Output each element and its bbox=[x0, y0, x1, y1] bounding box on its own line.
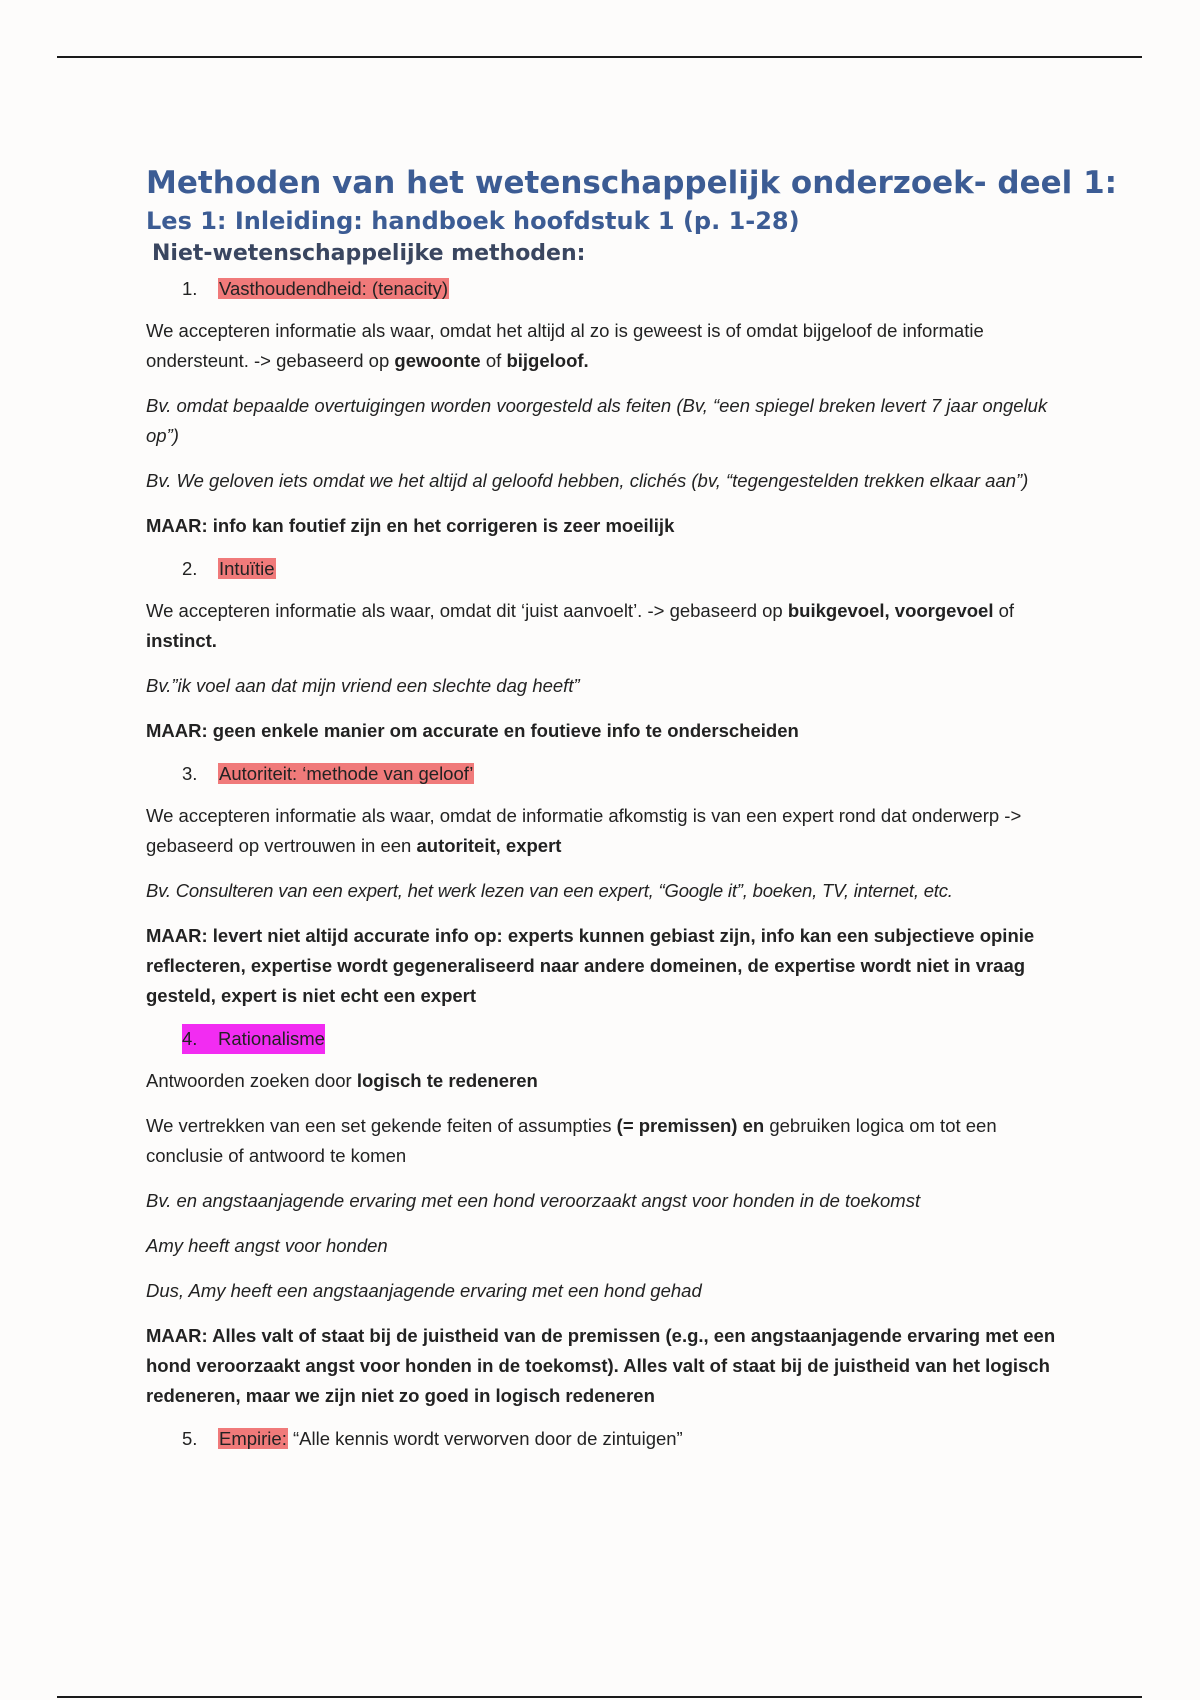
example-paragraph: Bv.”ik voel aan dat mijn vriend een slechte dag heeft” bbox=[146, 675, 580, 696]
example-paragraph: Bv. We geloven iets omdat we het altijd al geloofd hebben, clichés (bv, “tegengestelden trekken elkaar aan”) bbox=[146, 470, 1029, 491]
section-heading: Niet-wetenschappelijke methoden: bbox=[152, 241, 586, 266]
list-item-quote: “Alle kennis wordt verworven door de zintuigen” bbox=[287, 1428, 683, 1449]
list-number: 4. bbox=[182, 1028, 198, 1049]
highlighted-term: Empirie: bbox=[219, 1428, 287, 1449]
example-paragraph: Bv. Consulteren van een expert, het werk lezen van een expert, “Google it”, boeken, TV, internet, etc. bbox=[146, 880, 953, 901]
list-item-intuition bbox=[182, 554, 1066, 584]
example-paragraph: Amy heeft angst voor honden bbox=[146, 1235, 388, 1256]
document-title: Methoden van het wetenschappelijk onderzoek- deel 1: bbox=[146, 165, 1118, 201]
caveat-paragraph: MAAR: info kan foutief zijn en het corrigeren is zeer moeilijk bbox=[146, 515, 675, 536]
list-number: 2. bbox=[182, 558, 198, 579]
list-item-tenacity bbox=[182, 274, 1066, 304]
highlighted-term: Intuïtie bbox=[219, 558, 275, 579]
footer-rule bbox=[57, 1696, 1142, 1698]
highlighted-term: Vasthoudendheid: (tenacity) bbox=[219, 278, 449, 299]
paragraph: Antwoorden zoeken door logisch te redeneren bbox=[146, 1070, 538, 1091]
example-paragraph: Dus, Amy heeft een angstaanjagende ervaring met een hond gehad bbox=[146, 1280, 702, 1301]
paragraph: We vertrekken van een set gekende feiten of assumpties (= premissen) en gebruiken logica om tot een conclusie of antwoord te komen bbox=[146, 1115, 997, 1166]
lesson-heading: Les 1: Inleiding: handboek hoofdstuk 1 (p. 1-28) bbox=[146, 207, 800, 235]
list-number: 3. bbox=[182, 763, 198, 784]
example-paragraph: Bv. en angstaanjagende ervaring met een hond veroorzaakt angst voor honden in de toekomst bbox=[146, 1190, 921, 1211]
document-page bbox=[146, 162, 1118, 1462]
caveat-paragraph: MAAR: geen enkele manier om accurate en foutieve info te onderscheiden bbox=[146, 720, 799, 741]
paragraph: We accepteren informatie als waar, omdat het altijd al zo is geweest is of omdat bijgeloof de informatie ondersteunt. -> gebaseerd op gewoonte of bijgeloof. bbox=[146, 320, 984, 371]
list-item-authority bbox=[182, 759, 1066, 789]
highlighted-term: Rationalisme bbox=[218, 1028, 325, 1049]
caveat-paragraph: MAAR: levert niet altijd accurate info op: experts kunnen gebiast zijn, info kan een subjectieve opinie reflecteren, expertise wordt gegeneraliseerd naar andere domeinen, de expertise wordt niet in vraag gesteld, expert is niet echt een expert bbox=[146, 925, 1035, 1006]
caveat-paragraph: MAAR: Alles valt of staat bij de juistheid van de premissen (e.g., een angstaanjagende ervaring met een hond veroorzaakt angst voor honden in de toekomst). Alles valt of staat bij de juistheid van het logisch redeneren, maar we zijn niet zo goed in logisch redeneren bbox=[146, 1325, 1056, 1406]
list-item-empiricism bbox=[182, 1424, 1066, 1454]
header-rule bbox=[57, 56, 1142, 58]
paragraph: We accepteren informatie als waar, omdat dit ‘juist aanvoelt’. -> gebaseerd op buikgevoel, voorgevoel of instinct. bbox=[146, 600, 1015, 651]
list-number: 1. bbox=[182, 278, 198, 299]
list-item-rationalism bbox=[182, 1024, 1066, 1054]
paragraph: We accepteren informatie als waar, omdat de informatie afkomstig is van een expert rond dat onderwerp -> gebaseerd op vertrouwen in een autoriteit, expert bbox=[146, 805, 1022, 856]
highlighted-term: Autoriteit: ‘methode van geloof’ bbox=[219, 763, 474, 784]
example-paragraph: Bv. omdat bepaalde overtuigingen worden voorgesteld als feiten (Bv, “een spiegel breken levert 7 jaar ongeluk op”) bbox=[146, 395, 1048, 446]
list-number: 5. bbox=[182, 1428, 198, 1449]
